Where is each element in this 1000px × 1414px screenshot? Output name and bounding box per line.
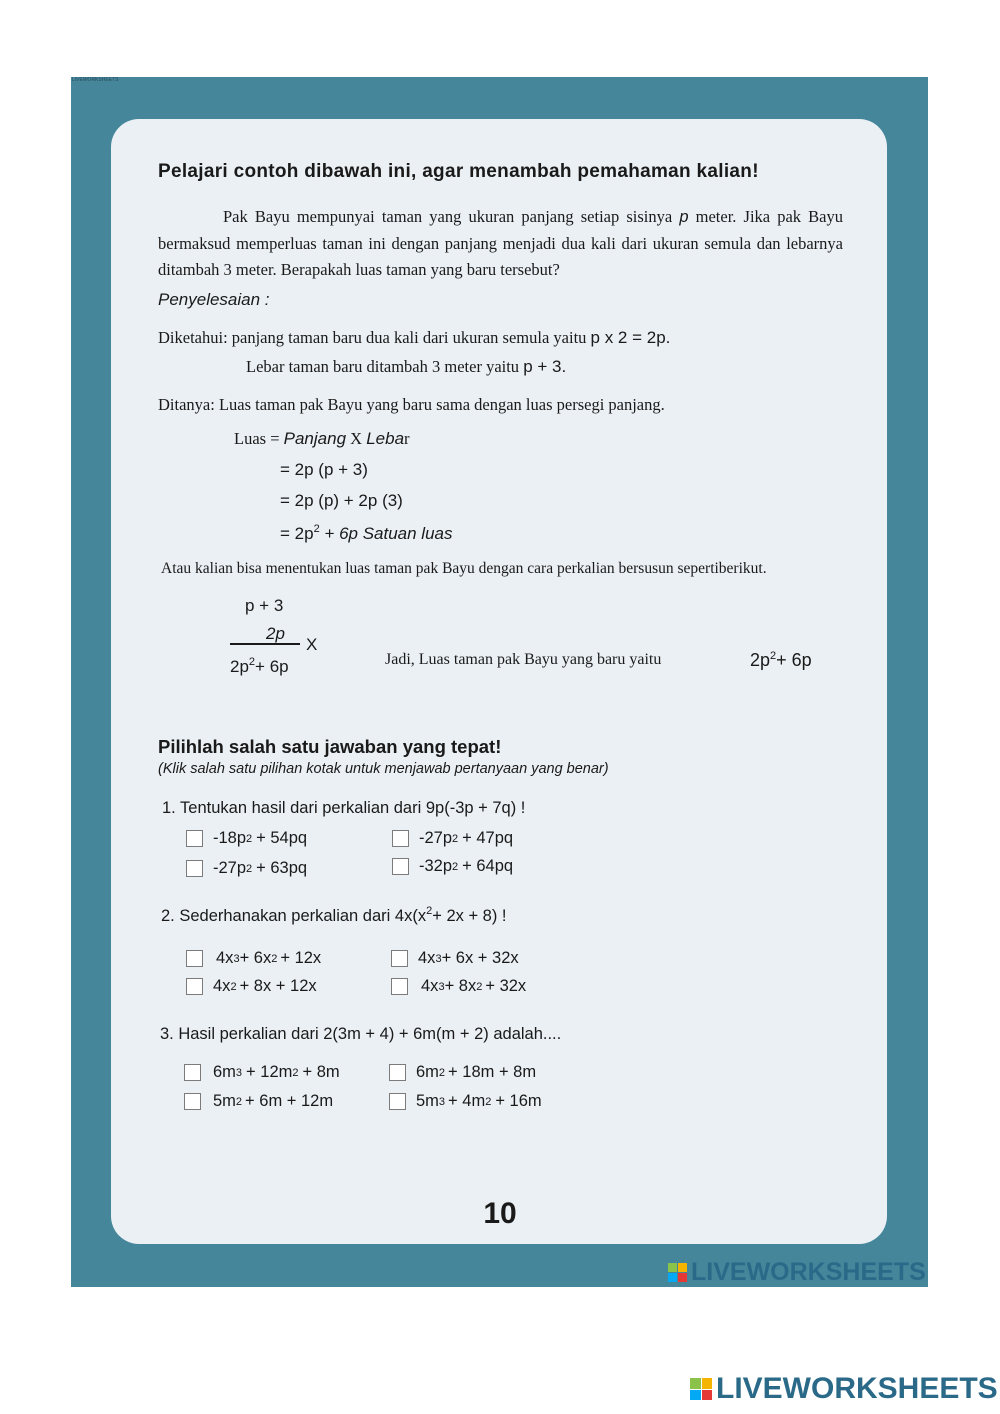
solution-label: Penyelesaian : bbox=[158, 290, 270, 309]
q3-option-d[interactable]: 5m 3 + 4m 2 + 16m bbox=[389, 1092, 542, 1111]
example-heading: Pelajari contoh dibawah ini, agar menambah pemahaman kalian! bbox=[158, 161, 759, 182]
checkbox[interactable] bbox=[186, 830, 203, 847]
conclusion-text: Jadi, Luas taman pak Bayu yang baru yaitu bbox=[385, 651, 662, 668]
checkbox[interactable] bbox=[184, 1064, 201, 1081]
area-formula: Luas = Panjang X Lebar bbox=[234, 429, 410, 448]
checkbox[interactable] bbox=[392, 830, 409, 847]
checkbox[interactable] bbox=[391, 950, 408, 967]
q3-option-c[interactable]: 5m 2 + 6m + 12m bbox=[184, 1092, 333, 1111]
q1-option-c[interactable]: -27p 2 + 63pq bbox=[186, 859, 307, 878]
asked-line: Ditanya: Luas taman pak Bayu yang baru sama dengan luas persegi panjang. bbox=[158, 395, 665, 414]
checkbox[interactable] bbox=[389, 1093, 406, 1110]
q2-option-c[interactable]: 4x 2 + 8x + 12x bbox=[186, 977, 317, 996]
checkbox[interactable] bbox=[389, 1064, 406, 1081]
checkbox[interactable] bbox=[184, 1093, 201, 1110]
alt-method-text: Atau kalian bisa menentukan luas taman pak Bayu dengan cara perkalian bersusun sepertiberikut. bbox=[161, 560, 767, 577]
question-3: 3. Hasil perkalian dari 2(3m + 4) + 6m(m + 2) adalah.... bbox=[160, 1025, 562, 1043]
step-2: = 2p (p) + 2p (3) bbox=[280, 491, 403, 510]
known-math-1: p x 2 = 2p. bbox=[590, 328, 671, 347]
corner-watermark: LIVEWORKSHEETS bbox=[72, 77, 119, 83]
q1-option-a[interactable]: -18p 2 + 54pq bbox=[186, 829, 307, 848]
known-math-2: p + 3. bbox=[523, 357, 567, 376]
brand-tile-icon bbox=[668, 1263, 687, 1282]
checkbox[interactable] bbox=[186, 860, 203, 877]
q3-option-b[interactable]: 6m 2 + 18m + 8m bbox=[389, 1063, 536, 1082]
step-1: = 2p (p + 3) bbox=[280, 460, 368, 479]
page-number: 10 bbox=[483, 1197, 517, 1230]
q2-option-d[interactable]: 4x 3 + 8x 2 + 32x bbox=[391, 977, 526, 996]
known-line-2: Lebar taman baru ditambah 3 meter yaitu p + 3. bbox=[246, 357, 567, 376]
known-line-1: Diketahui: panjang taman baru dua kali dari ukuran semula yaitu p x 2 = 2p. bbox=[158, 328, 671, 347]
brand-tile-icon bbox=[690, 1378, 712, 1400]
stacked-multiplier: 2p bbox=[266, 624, 285, 643]
brand-logo-footer: LIVEWORKSHEETS bbox=[690, 1372, 998, 1406]
final-answer: $2p^2+ 6p$ bbox=[750, 650, 812, 670]
quiz-heading: Pilihlah salah satu jawaban yang tepat! bbox=[158, 736, 502, 757]
stacked-top: p + 3 bbox=[245, 596, 284, 615]
question-1: 1. Tentukan hasil dari perkalian dari 9p(-3p + 7q) ! bbox=[162, 799, 526, 817]
q3-option-a[interactable]: 6m 3 + 12m 2 + 8m bbox=[184, 1063, 340, 1082]
checkbox[interactable] bbox=[391, 978, 408, 995]
q1-option-b[interactable]: -27p 2 + 47pq bbox=[392, 829, 513, 848]
quiz-instruction: (Klik salah satu pilihan kotak untuk menjawab pertanyaan yang benar) bbox=[158, 761, 609, 777]
stacked-rule bbox=[230, 643, 300, 645]
checkbox[interactable] bbox=[186, 950, 203, 967]
stacked-result: $2p^2+ 6p$ bbox=[230, 656, 289, 676]
q1-option-d[interactable]: -32p 2 + 64pq bbox=[392, 857, 513, 876]
step-3: = $2p^2 + 6p$ Satuan luas bbox=[280, 523, 453, 543]
q2-option-b[interactable]: 4x 3 + 6x + 32x bbox=[391, 949, 519, 968]
question-2: 2. Sederhanakan perkalian dari $4x(x^2+ 2x + 8)$ ! bbox=[161, 905, 507, 925]
checkbox[interactable] bbox=[392, 858, 409, 875]
q2-option-a[interactable]: 4x 3 + 6x 2 + 12x bbox=[186, 949, 321, 968]
intro-paragraph: Pak Bayu mempunyai taman yang ukuran panjang setiap sisinya p meter. Jika pak Bayu bermaksud memperluas taman ini dengan panjang menjadi dua kali dari ukuran semula dan lebarnya ditambah 3 meter. Berapakah luas taman yang baru tersebut? bbox=[158, 207, 844, 279]
stacked-sign: X bbox=[306, 635, 318, 654]
checkbox[interactable] bbox=[186, 978, 203, 995]
brand-logo-inner: LIVEWORKSHEETS bbox=[668, 1258, 926, 1287]
